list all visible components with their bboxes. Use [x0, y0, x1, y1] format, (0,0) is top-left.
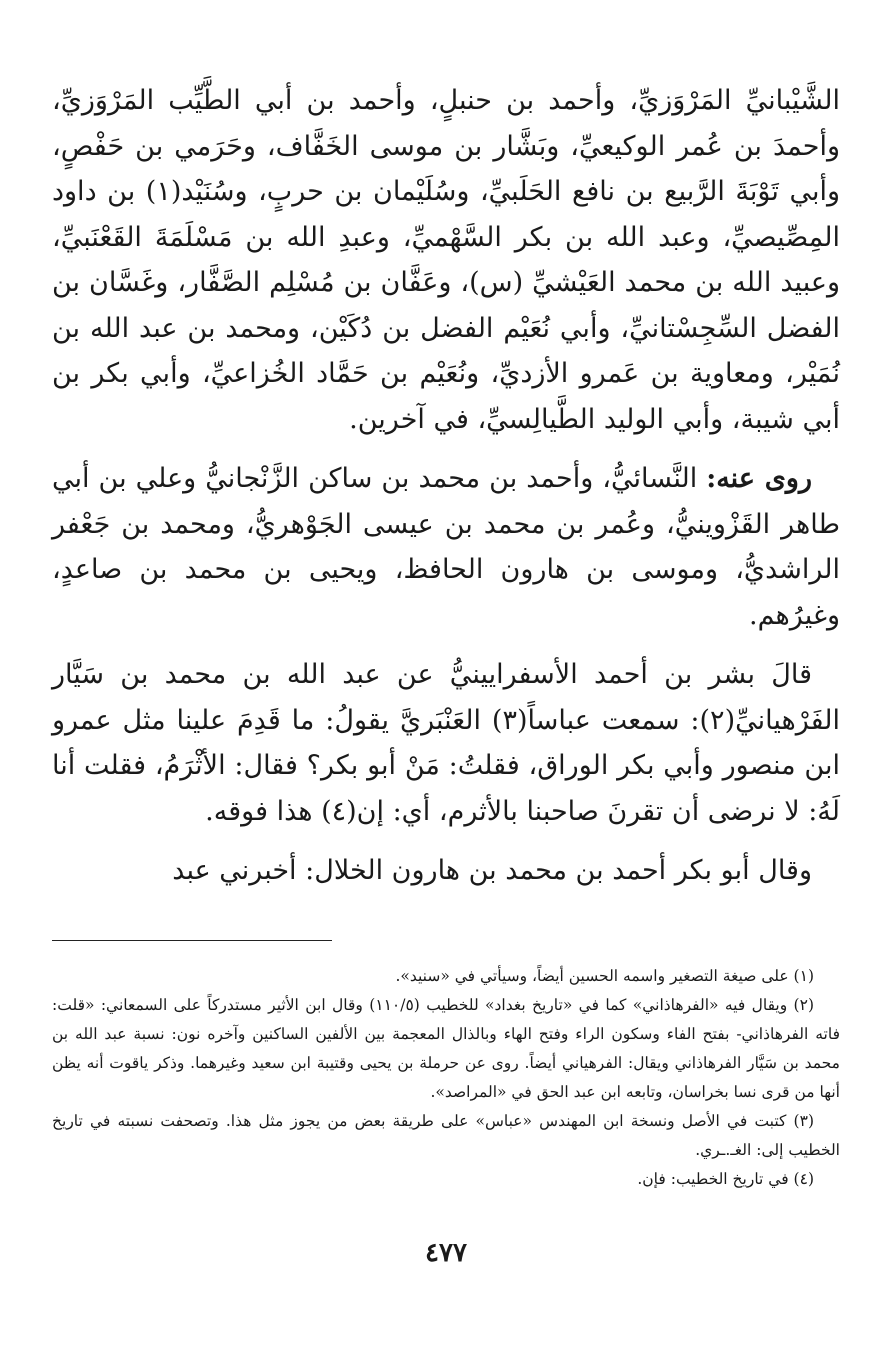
footnote-2: (٢) ويقال فيه «الفرهاذاني» كما في «تاريخ بغداد» للخطيب (١١٠/٥) وقال ابن الأثير مستدركاً على السمعاني: «قلت: فاته الفرهاذاني- بفتح الفاء وسكون الراء وفتح الهاء وبالذال المعجمة بين الألفين الساكنين وآخره نون: نسبة عبد الله بن محمد بن سَيَّار الفرهاذاني ويقال: الفرهياني أيضاً. روى عن حرملة بن يحيى وقتيبة ابن سعيد وغيرهما. وذكر ياقوت أنه يظن أنها من قرى نسا بخراسان، وتابعه ابن عبد الحق في «المراصد». [52, 996, 840, 1101]
page-number: ٤٧٧ [425, 1238, 467, 1268]
narrated-from-him-label: روى عنه: [706, 463, 812, 494]
footnote-3: (٣) كتبت في الأصل ونسخة ابن المهندس «عباس» على طريقة بعض من يجوز مثل هذا. وتصحفت نسبته في تاريخ الخطيب إلى: الغـ.ـري. [52, 1112, 840, 1159]
footnote-divider [52, 940, 332, 941]
footnotes [52, 962, 840, 1194]
narrated-from-him-paragraph [52, 456, 840, 638]
narrators-list-paragraph: الشَّيْبانيِّ المَرْوَزيِّ، وأحمد بن حنبلٍ، وأحمد بن أبي الطَّيِّب المَرْوَزيِّ، وأحمدَ بن عُمر الوكيعيِّ، وبَشَّار بن موسى الخَفَّاف، وحَرَمي بن حَفْصٍ، وأبي تَوْبَةَ الرَّبيع بن نافع الحَلَبيِّ، وسُلَيْمان بن حربٍ، وسُنَيْد(١) بن داود المِصِّيصيِّ، وعبد الله بن بكر السَّهْميِّ، وعبدِ الله بن مَسْلَمَةَ القَعْنَبيِّ، وعبيد الله بن محمد العَيْشيِّ (س)، وعَفَّان بن مُسْلِم الصَّفَّار، وغَسَّان بن الفضل السِّجِسْتانيِّ، وأبي نُعَيْم الفضل بن دُكَيْن، ومحمد بن عبد الله بن نُمَيْر، ومعاوية بن عَمرو الأزديِّ، ونُعَيْم بن حَمَّاد الخُزاعيِّ، وأبي بكر بن أبي شيبة، وأبي الوليد الطَّيالِسيِّ، في آخرين. [52, 85, 840, 435]
khallal-report-paragraph: وقال أبو بكر أحمد بن محمد بن هارون الخلال: أخبرني عبد [172, 855, 812, 886]
narrated-from-him-text: النَّسائيُّ، وأحمد بن محمد بن ساكن الزَّنْجانيُّ وعلي بن أبي طاهر القَزْوينيُّ، وعُمر بن محمد بن عيسى الجَوْهريُّ، ومحمد بن جَعْفر الراشديُّ، وموسى بن هارون الحافظ، ويحيى بن محمد بن صاعدٍ، وغيرُهم. [52, 463, 840, 631]
main-text [52, 78, 840, 894]
footnote-4: (٤) في تاريخ الخطيب: فإن. [637, 1170, 814, 1188]
abbas-anbari-quote-paragraph: قالَ بشر بن أحمد الأسفرايينيُّ عن عبد الله بن محمد بن سَيَّار الفَرْهيانيِّ(٢): سمعت عباساً(٣) العَنْبَريَّ يقولُ: ما قَدِمَ علينا مثل عمرو ابن منصور وأبي بكر الوراق، فقلتُ: مَنْ أبو بكر؟ فقال: الأثْرَمُ، فقلت أنا لَهُ: لا نرضى أن تقرنَ صاحبنا بالأثرم، أي: إن(٤) هذا فوقه. [52, 659, 841, 827]
footnote-1: (١) على صيغة التصغير واسمه الحسين أيضاً، وسيأتي في «سنيد». [395, 967, 814, 985]
